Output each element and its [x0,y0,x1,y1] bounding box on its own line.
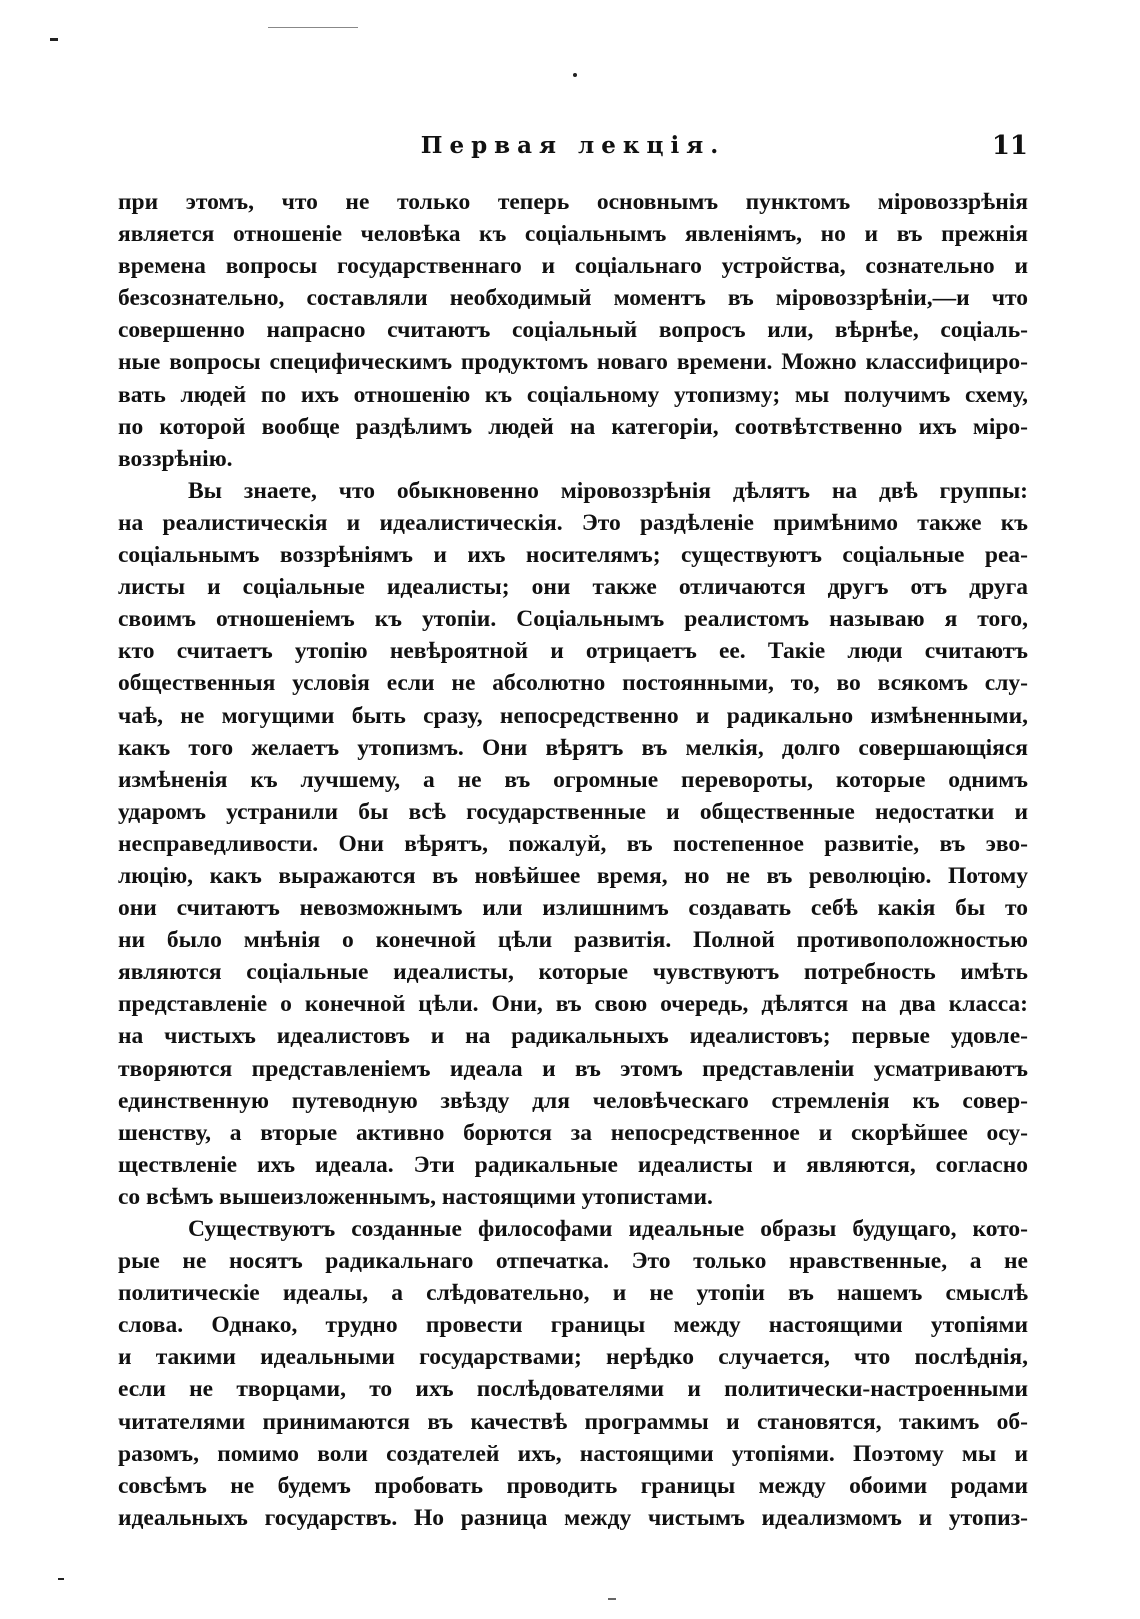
text-line: Вы знаете, что обыкновенно міровоззрѣнія дѣлятъ на двѣ группы: [188,477,1028,504]
text-line: политическіе идеалы, а слѣдовательно, и не утопіи въ нашемъ смыслѣ [118,1280,1028,1307]
text-line: ударомъ устранили бы всѣ государственные и общественные недостатки и [118,798,1028,825]
text-line: и такими идеальными государствами; нерѣдко случается, что послѣднія, [118,1344,1028,1371]
text-line: соціальнымъ воззрѣніямъ и ихъ носителямъ; существуютъ соціальные реа- [118,542,1028,569]
text-line: совсѣмъ не будемъ пробовать проводить границы между обоими родами [118,1472,1028,1499]
text-line: безсознательно, составляли необходимый моментъ въ міровоззрѣніи,—и что [118,285,1028,312]
text-line: времена вопросы государственнаго и соціальнаго устройства, сознательно и [118,253,1028,280]
text-line: совершенно напрасно считаютъ соціальный вопросъ или, вѣрнѣе, соціаль- [118,317,1028,344]
text-line: если не творцами, то ихъ послѣдователями и политически-настроенными [118,1376,1028,1403]
text-line: своимъ отношеніемъ къ утопіи. Соціальнымъ реалистомъ называю я того, [118,606,1028,633]
scan-artifact [573,73,577,77]
text-line: листы и соціальные идеалисты; они также отличаются другъ отъ друга [118,574,1028,601]
text-line: читателями принимаются въ качествѣ программы и становятся, такимъ об- [118,1408,1028,1435]
scan-artifact [58,1578,64,1580]
text-line: со всѣмъ вышеизложеннымъ, настоящими утопистами. [118,1183,713,1210]
scan-artifact [268,27,358,28]
text-line: представленіе о конечной цѣли. Они, въ свою очередь, дѣлятся на два класса: [118,991,1028,1018]
text-line: является отношеніе человѣка къ соціальнымъ явленіямъ, но и въ прежнія [118,221,1028,248]
text-line: они считаютъ невозможнымъ или излишнимъ создавать себѣ какія бы то [118,895,1028,922]
text-line: измѣненія къ лучшему, а не въ огромные перевороты, которые однимъ [118,766,1028,793]
running-title: Первая лекція. [420,132,726,159]
text-line: на чистыхъ идеалистовъ и на радикальныхъ идеалистовъ; первые удовле- [118,1023,1028,1050]
body-text [118,186,1028,1534]
text-line: разомъ, помимо воли создателей ихъ, настоящими утопіями. Поэтому мы и [118,1440,1028,1467]
text-line: ществленіе ихъ идеала. Эти радикальные идеалисты и являются, согласно [118,1151,1028,1178]
text-line: идеальныхъ государствъ. Но разница между чистымъ идеализмомъ и утопиз- [118,1504,1028,1531]
text-line: чаѣ, не могущими быть сразу, непосредственно и радикально измѣненными, [118,702,1028,729]
text-line: общественныя условія если не абсолютно постоянными, то, во всякомъ слу- [118,670,1028,697]
text-line: являются соціальные идеалисты, которые чувствуютъ потребность имѣть [118,959,1028,986]
text-line: вать людей по ихъ отношенію къ соціальному утопизму; мы получимъ схему, [118,381,1028,408]
scan-artifact [608,1598,616,1600]
text-line: шенству, а вторые активно борются за непосредственное и скорѣйшее осу- [118,1119,1028,1146]
text-line: воззрѣнію. [118,445,233,472]
text-line: ные вопросы специфическимъ продуктомъ новаго времени. Можно классифициро- [118,349,1028,376]
scan-artifact [50,38,58,41]
text-line: Существуютъ созданные философами идеальные образы будущаго, кото- [188,1216,1028,1242]
text-line: рые не носятъ радикальнаго отпечатка. Это только нравственные, а не [118,1248,1028,1275]
text-line: ни было мнѣнія о конечной цѣли развитія. Полной противоположностью [118,927,1028,954]
text-line: кто считаетъ утопію невѣроятной и отрицаетъ ее. Такіе люди считаютъ [118,638,1028,665]
text-line: по которой вообще раздѣлимъ людей на категоріи, соотвѣтственно ихъ міро- [118,413,1028,440]
text-line: какъ того желаетъ утопизмъ. Они вѣрятъ въ мелкія, долго совершающіяся [118,734,1028,761]
page-number: 11 [991,131,1028,161]
text-line: слова. Однако, трудно провести границы между настоящими утопіями [118,1312,1028,1339]
text-line: на реалистическія и идеалистическія. Это раздѣленіе примѣнимо также къ [118,509,1028,536]
running-head [118,126,1028,166]
text-line: единственную путеводную звѣзду для человѣческаго стремленія къ совер- [118,1087,1028,1114]
text-line: при этомъ, что не только теперь основнымъ пунктомъ міровоззрѣнія [118,189,1028,215]
text-line: люцію, какъ выражаются въ новѣйшее время, но не въ революцію. Потому [118,862,1028,889]
text-line: творяются представленіемъ идеала и въ этомъ представленіи усматриваютъ [118,1055,1028,1082]
text-line: несправедливости. Они вѣрятъ, пожалуй, въ постепенное развитіе, въ эво- [118,830,1028,857]
